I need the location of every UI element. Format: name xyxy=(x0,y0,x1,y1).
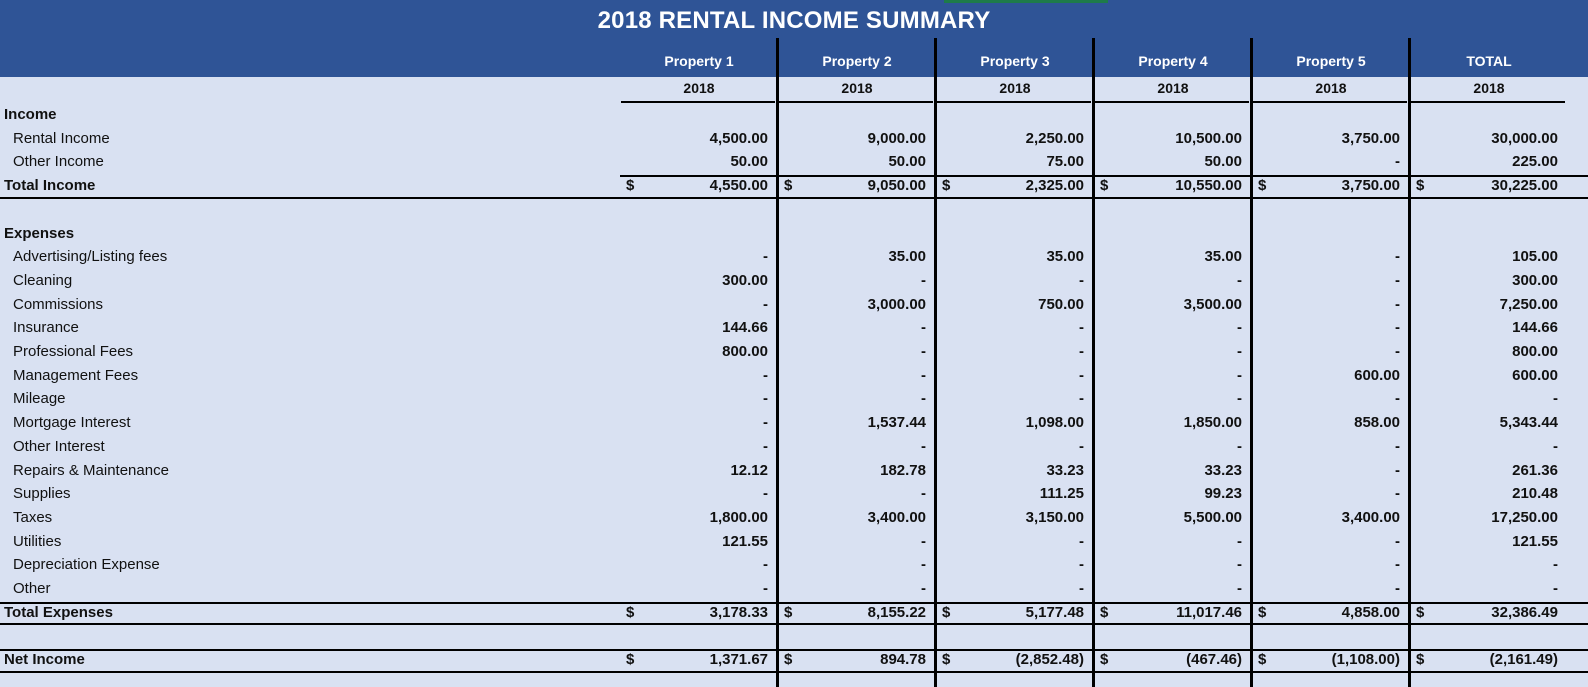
currency-symbol: $ xyxy=(1258,603,1267,621)
value-cell: 3,400.00 xyxy=(867,508,926,526)
currency-symbol: $ xyxy=(942,651,951,669)
value-cell: - xyxy=(921,390,926,408)
value-cell: 600.00 xyxy=(1512,366,1558,384)
value-cell: 5,177.48 xyxy=(1025,603,1084,621)
table-row xyxy=(0,530,1588,554)
row-label: Expenses xyxy=(4,224,75,242)
value-cell: - xyxy=(1395,532,1400,550)
value-cell: 50.00 xyxy=(730,153,768,171)
value-cell: 4,550.00 xyxy=(709,177,768,195)
table-row xyxy=(0,506,1588,530)
row-label: Income xyxy=(4,106,57,123)
value-cell: - xyxy=(1079,556,1084,574)
value-cell: - xyxy=(1553,580,1558,597)
blank-row xyxy=(0,198,1588,222)
value-cell: 4,500.00 xyxy=(709,129,768,147)
section-row xyxy=(0,222,1588,246)
table-row xyxy=(0,553,1588,577)
row-label: Other Interest xyxy=(13,437,105,455)
row-label: Supplies xyxy=(13,485,71,503)
value-cell: - xyxy=(1079,437,1084,455)
total-rule-top xyxy=(0,649,1588,651)
value-cell: 8,155.22 xyxy=(867,603,926,621)
value-cell: 33.23 xyxy=(1204,461,1242,479)
currency-symbol: $ xyxy=(784,177,793,195)
value-cell: 32,386.49 xyxy=(1491,603,1558,621)
value-cell: - xyxy=(763,580,768,597)
currency-symbol: $ xyxy=(784,651,793,669)
currency-symbol: $ xyxy=(784,603,793,621)
value-cell: - xyxy=(921,437,926,455)
value-cell: 5,343.44 xyxy=(1499,414,1558,432)
value-cell: 144.66 xyxy=(1512,319,1558,337)
value-cell: 11,017.46 xyxy=(1176,603,1242,621)
value-cell: 2,250.00 xyxy=(1025,129,1084,147)
value-cell: - xyxy=(1395,556,1400,574)
row-label: Other xyxy=(13,580,51,597)
value-cell: - xyxy=(921,485,926,503)
currency-symbol: $ xyxy=(1258,177,1267,195)
row-label: Advertising/Listing fees xyxy=(13,248,168,266)
value-cell: 33.23 xyxy=(1046,461,1084,479)
currency-symbol: $ xyxy=(1100,177,1109,195)
row-label: Cleaning xyxy=(13,271,73,289)
value-cell: 1,537.44 xyxy=(867,414,926,432)
value-cell: 894.78 xyxy=(880,651,926,669)
value-cell: 1,850.00 xyxy=(1183,414,1242,432)
column-header: Property 1 xyxy=(664,53,734,69)
value-cell: 121.55 xyxy=(1512,532,1558,550)
currency-symbol: $ xyxy=(942,177,951,195)
value-cell: 2,325.00 xyxy=(1025,177,1084,195)
value-cell: - xyxy=(1395,248,1400,266)
value-cell: 75.00 xyxy=(1046,153,1084,171)
currency-symbol: $ xyxy=(626,651,635,669)
value-cell: 144.66 xyxy=(722,319,768,337)
table-row xyxy=(0,269,1588,293)
value-cell: - xyxy=(1395,390,1400,408)
row-label: Mileage xyxy=(13,390,66,408)
value-cell: - xyxy=(763,248,768,266)
value-cell: (2,852.48) xyxy=(1015,651,1084,669)
value-cell: - xyxy=(1395,580,1400,597)
report-title: 2018 RENTAL INCOME SUMMARY xyxy=(597,6,991,34)
currency-symbol: $ xyxy=(1100,651,1109,669)
value-cell: 261.36 xyxy=(1512,461,1558,479)
value-cell: 1,800.00 xyxy=(709,508,768,526)
row-label: Insurance xyxy=(13,319,79,337)
value-cell: 300.00 xyxy=(1512,271,1558,289)
table-row xyxy=(0,127,1588,151)
value-cell: 12.12 xyxy=(730,461,768,479)
value-cell: 3,000.00 xyxy=(867,295,926,313)
column-header: TOTAL xyxy=(1466,53,1512,69)
value-cell: 858.00 xyxy=(1354,414,1400,432)
value-cell: 3,750.00 xyxy=(1341,177,1400,195)
column-year: 2018 xyxy=(1315,80,1347,96)
column-year: 2018 xyxy=(999,80,1031,96)
value-cell: - xyxy=(1237,532,1242,550)
row-label: Depreciation Expense xyxy=(13,556,160,574)
report-title-bar xyxy=(0,0,1588,41)
row-label: Commissions xyxy=(13,295,104,313)
total-rule-top xyxy=(620,175,1588,177)
currency-symbol: $ xyxy=(942,603,951,621)
value-cell: - xyxy=(1079,390,1084,408)
currency-symbol: $ xyxy=(1100,603,1109,621)
value-cell: - xyxy=(921,319,926,337)
value-cell: 111.25 xyxy=(1039,485,1084,503)
value-cell: - xyxy=(763,485,768,503)
value-cell: - xyxy=(1395,437,1400,455)
row-label: Total Income xyxy=(4,177,96,195)
row-label: Net Income xyxy=(4,651,85,669)
value-cell: - xyxy=(763,366,768,384)
total-row xyxy=(0,174,1588,198)
value-cell: 10,500.00 xyxy=(1175,129,1242,147)
currency-symbol: $ xyxy=(1258,651,1267,669)
table-row xyxy=(0,316,1588,340)
value-cell: - xyxy=(763,390,768,408)
value-cell: - xyxy=(763,437,768,455)
value-cell: 35.00 xyxy=(888,248,926,266)
total-row xyxy=(0,648,1588,672)
table-row xyxy=(0,482,1588,506)
value-cell: 1,371.67 xyxy=(709,651,768,669)
value-cell: - xyxy=(1237,366,1242,384)
section-row xyxy=(0,103,1588,127)
total-rule-top xyxy=(0,602,1588,604)
value-cell: - xyxy=(1079,271,1084,289)
value-cell: 3,150.00 xyxy=(1025,508,1084,526)
row-label: Management Fees xyxy=(13,366,139,384)
column-year: 2018 xyxy=(683,80,715,96)
value-cell: - xyxy=(921,366,926,384)
row-label: Other Income xyxy=(13,153,104,171)
value-cell: - xyxy=(1395,153,1400,171)
value-cell: 9,000.00 xyxy=(867,129,926,147)
table-row xyxy=(0,577,1588,601)
table-row xyxy=(0,245,1588,269)
value-cell: - xyxy=(1079,532,1084,550)
value-cell: - xyxy=(1079,580,1084,597)
table-row xyxy=(0,340,1588,364)
value-cell: 800.00 xyxy=(722,343,768,360)
value-cell: - xyxy=(921,532,926,550)
value-cell: - xyxy=(921,343,926,360)
title-accent xyxy=(944,0,1108,3)
value-cell: - xyxy=(1395,271,1400,289)
value-cell: - xyxy=(921,271,926,289)
column-year: 2018 xyxy=(841,80,873,96)
column-header: Property 5 xyxy=(1296,53,1366,69)
value-cell: 210.48 xyxy=(1512,485,1558,503)
value-cell: - xyxy=(1079,366,1084,384)
value-cell: 3,500.00 xyxy=(1183,295,1242,313)
row-label: Professional Fees xyxy=(13,343,134,360)
value-cell: 50.00 xyxy=(1204,153,1242,171)
value-cell: 1,098.00 xyxy=(1025,414,1084,432)
row-label: Total Expenses xyxy=(4,603,113,621)
value-cell: 600.00 xyxy=(1354,366,1400,384)
value-cell: - xyxy=(1237,580,1242,597)
value-cell: - xyxy=(1237,390,1242,408)
currency-symbol: $ xyxy=(1416,651,1425,669)
value-cell: - xyxy=(1237,343,1242,360)
value-cell: 750.00 xyxy=(1038,295,1084,313)
value-cell: 121.55 xyxy=(722,532,768,550)
row-label: Repairs & Maintenance xyxy=(13,461,169,479)
table-row xyxy=(0,411,1588,435)
value-cell: - xyxy=(763,556,768,574)
column-year: 2018 xyxy=(1473,80,1505,96)
row-label: Mortgage Interest xyxy=(13,414,131,432)
value-cell: - xyxy=(1395,461,1400,479)
column-header: Property 3 xyxy=(980,53,1050,69)
value-cell: 35.00 xyxy=(1046,248,1084,266)
table-row xyxy=(0,293,1588,317)
value-cell: - xyxy=(921,580,926,597)
table-row xyxy=(0,150,1588,174)
currency-symbol: $ xyxy=(1416,603,1425,621)
value-cell: - xyxy=(921,556,926,574)
currency-symbol: $ xyxy=(1416,177,1425,195)
value-cell: 3,750.00 xyxy=(1341,129,1400,147)
currency-symbol: $ xyxy=(626,177,635,195)
table-row xyxy=(0,435,1588,459)
value-cell: 225.00 xyxy=(1512,153,1558,171)
value-cell: (467.46) xyxy=(1186,651,1242,669)
value-cell: - xyxy=(1395,319,1400,337)
value-cell: - xyxy=(1553,437,1558,455)
row-label: Utilities xyxy=(13,532,62,550)
row-label: Taxes xyxy=(13,508,53,526)
value-cell: 30,000.00 xyxy=(1491,129,1558,147)
value-cell: - xyxy=(1237,556,1242,574)
column-year: 2018 xyxy=(1157,80,1189,96)
value-cell: 300.00 xyxy=(722,271,768,289)
value-cell: 35.00 xyxy=(1204,248,1242,266)
value-cell: - xyxy=(1395,343,1400,360)
value-cell: 4,858.00 xyxy=(1341,603,1400,621)
value-cell: - xyxy=(1395,295,1400,313)
table-row xyxy=(0,459,1588,483)
value-cell: 3,400.00 xyxy=(1341,508,1400,526)
currency-symbol: $ xyxy=(626,603,635,621)
value-cell: - xyxy=(1079,319,1084,337)
total-row xyxy=(0,601,1588,625)
value-cell: (1,108.00) xyxy=(1331,651,1400,669)
value-cell: - xyxy=(1553,390,1558,408)
value-cell: 99.23 xyxy=(1204,485,1242,503)
value-cell: 5,500.00 xyxy=(1183,508,1242,526)
value-cell: - xyxy=(1553,556,1558,574)
value-cell: 7,250.00 xyxy=(1499,295,1558,313)
blank-row xyxy=(0,624,1588,648)
value-cell: 182.78 xyxy=(880,461,926,479)
value-cell: - xyxy=(1395,485,1400,503)
value-cell: 10,550.00 xyxy=(1175,177,1242,195)
value-cell: 30,225.00 xyxy=(1491,177,1558,195)
column-header: Property 2 xyxy=(822,53,892,69)
value-cell: - xyxy=(763,414,768,432)
value-cell: 800.00 xyxy=(1512,343,1558,360)
row-label: Rental Income xyxy=(13,129,110,147)
value-cell: (2,161.49) xyxy=(1489,651,1558,669)
value-cell: - xyxy=(1237,437,1242,455)
value-cell: 9,050.00 xyxy=(867,177,926,195)
value-cell: - xyxy=(763,295,768,313)
value-cell: - xyxy=(1237,319,1242,337)
table-row xyxy=(0,364,1588,388)
value-cell: 17,250.00 xyxy=(1491,508,1558,526)
value-cell: 3,178.33 xyxy=(709,603,768,621)
table-row xyxy=(0,387,1588,411)
value-cell: 50.00 xyxy=(888,153,926,171)
value-cell: 105.00 xyxy=(1512,248,1558,266)
column-header: Property 4 xyxy=(1138,53,1208,69)
value-cell: - xyxy=(1237,271,1242,289)
total-rule-bottom xyxy=(0,671,1588,673)
value-cell: - xyxy=(1079,343,1084,360)
